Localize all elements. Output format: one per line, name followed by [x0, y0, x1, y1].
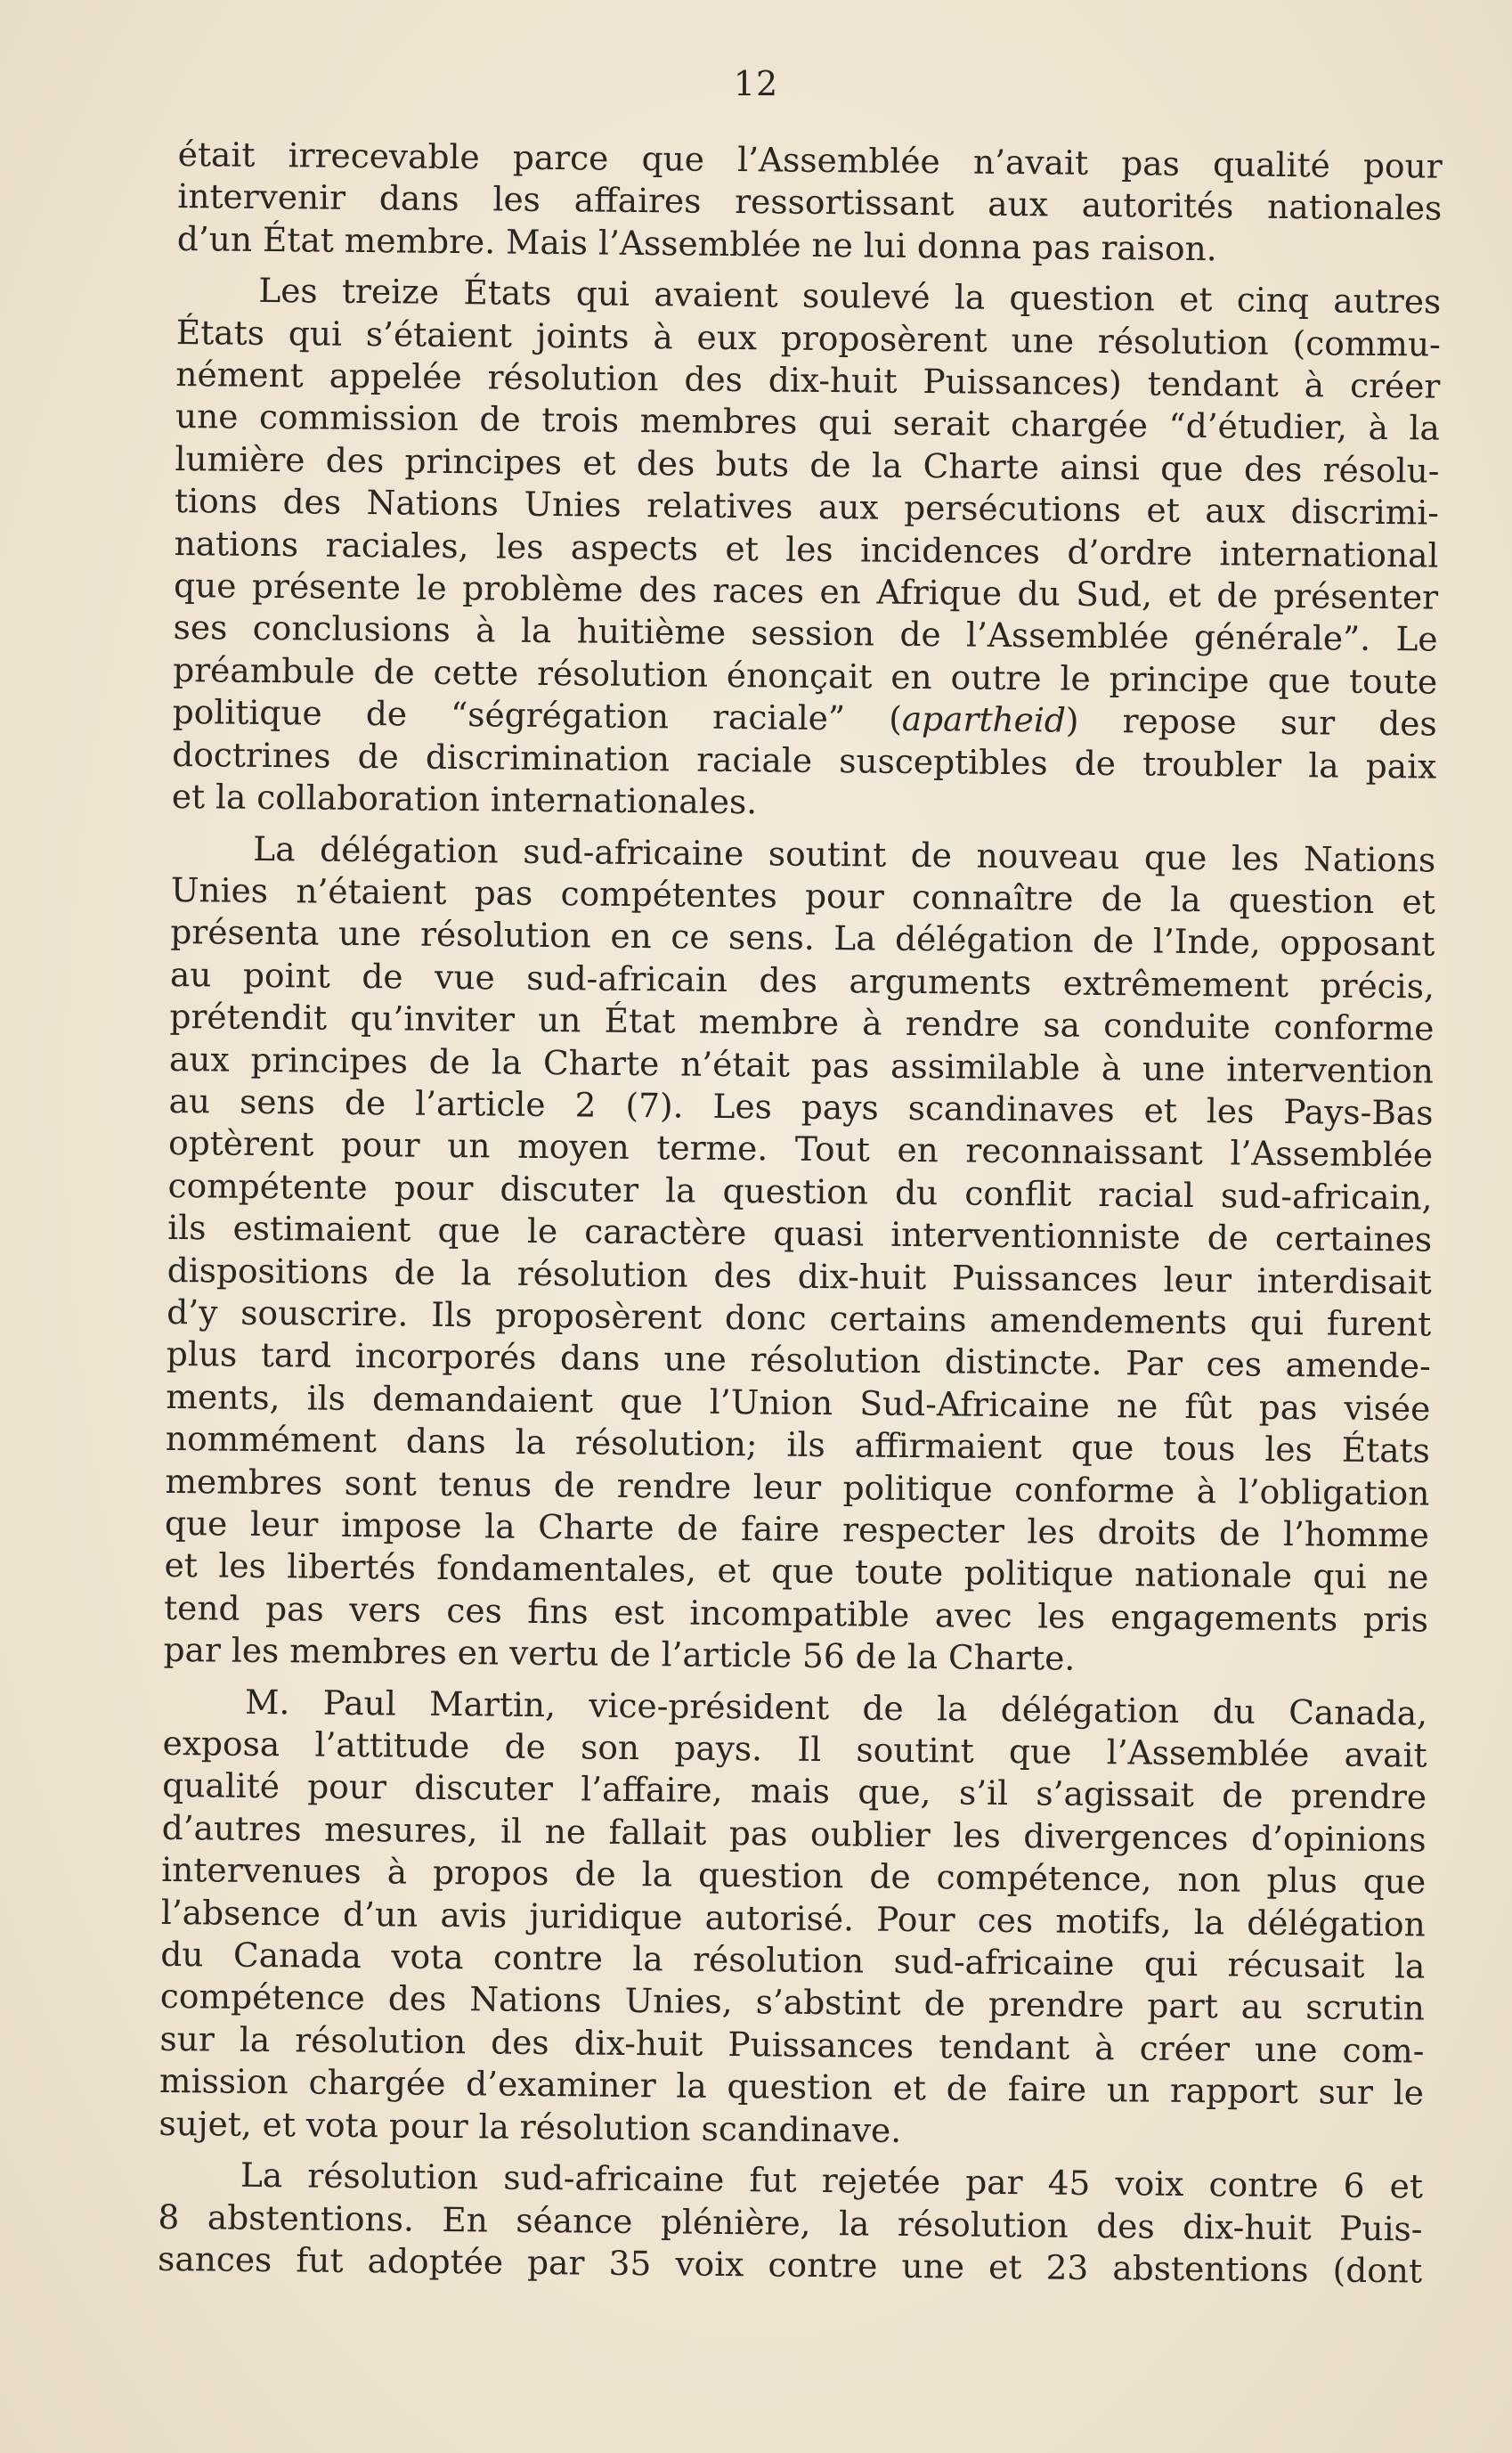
text-line: était irrecevable parce que l’Assemblée n’avait pas qualité pour — [177, 134, 1443, 186]
text-line: compétence des Nations Unies, s’abstint de prendre part au scrutin — [159, 1976, 1426, 2029]
text-line: et la collaboration internationales. — [171, 777, 758, 822]
text-line: tend pas vers ces fins est incompatible avec les engagements pris — [163, 1587, 1429, 1640]
text-line: Unies n’étaient pas compétentes pour connaître de la question et — [170, 869, 1435, 922]
text-line: intervenir dans les affaires ressortissant aux autorités nationales — [177, 176, 1443, 229]
text-line: nations raciales, les aspects et les incidences d’ordre international — [174, 523, 1439, 575]
text-line: une commission de trois membres qui serait chargée “d’étudier, à la — [175, 396, 1441, 449]
text-line: ments, ils demandaient que l’Union Sud-Africaine ne fût pas visée — [166, 1376, 1431, 1429]
text-line: sances fut adoptée par 35 voix contre une et 23 abstentions (dont — [157, 2238, 1423, 2291]
paragraph-2 — [172, 269, 1442, 830]
text-line: mission chargée d’examiner la question et de faire un rapport sur le — [159, 2061, 1425, 2113]
text-line: d’un État membre. Mais l’Assemblée ne lui donna pas raison. — [176, 218, 1217, 269]
text-line: optèrent pour un moyen terme. Tout en reconnaissant l’Assemblée — [167, 1123, 1434, 1175]
text-line: l’absence d’un avis juridique autorisé. Pour ces motifs, la délégation — [160, 1892, 1426, 1944]
italic-term: apartheid — [901, 699, 1067, 740]
text-line: que présente le problème des races en Afrique du Sud, et de présenter — [173, 566, 1439, 617]
text-line: nément appelée résolution des dix-huit Puissances) tendant à créer — [175, 355, 1441, 406]
text-line: compétente pour discuter la question du conflit racial sud-africain, — [167, 1165, 1433, 1218]
paragraph-3 — [163, 827, 1435, 1683]
text-line: lumière des principes et des buts de la Charte ainsi que des résolu- — [175, 438, 1440, 491]
text-line: du Canada vota contre la résolution sud-africaine qui récusait la — [160, 1934, 1426, 1986]
text-line: exposa l’attitude de son pays. Il soutint que l’Assemblée avait — [162, 1723, 1427, 1775]
text-line: M. Paul Martin, vice-président de la délégation du Canada, — [244, 1682, 1428, 1733]
text-line: membres sont tenus de rendre leur politique conforme à l’obligation — [165, 1461, 1430, 1513]
page-number: 12 — [733, 64, 779, 103]
text-line: intervenues à propos de la question de compétence, non plus que — [161, 1850, 1427, 1902]
text-line: d’y souscrire. Ils proposèrent donc certains amendements qui furent — [167, 1292, 1432, 1344]
text-line: États qui s’étaient joints à eux proposèrent une résolution (commu- — [175, 312, 1442, 364]
text-line-apartheid: politique de “ségrégation raciale” (apartheid) repose sur des — [172, 692, 1437, 744]
text-line: et les libertés fondamentales, et que toute politique nationale qui ne — [164, 1545, 1429, 1597]
text-line: tions des Nations Unies relatives aux persécutions et aux discrimi- — [174, 481, 1440, 533]
text-line: présenta une résolution en ce sens. La délégation de l’Inde, opposant — [170, 912, 1435, 964]
text-line: ils estimaient que le caractère quasi interventionniste de certaines — [167, 1208, 1433, 1259]
text-line: Les treize États qui avaient soulevé la question et cinq autres — [258, 271, 1442, 322]
text-line: plus tard incorporés dans une résolution distincte. Par ces amende- — [166, 1334, 1431, 1386]
paragraph-1 — [177, 134, 1443, 273]
text-line: au sens de l’article 2 (7). Les pays scandinaves et les Pays-Bas — [168, 1080, 1434, 1133]
body-text — [158, 134, 1443, 2293]
paragraph-5 — [158, 2154, 1423, 2293]
text-line: qualité pour discuter l’affaire, mais que, s’il s’agissait de prendre — [161, 1765, 1427, 1817]
text-line: 8 abstentions. En séance plénière, la résolution des dix-huit Puis- — [158, 2196, 1423, 2249]
text-line: La délégation sud-africaine soutint de nouveau que les Nations — [253, 828, 1436, 880]
text-line: sujet, et vota pour la résolution scandinave. — [159, 2103, 902, 2150]
text-line: ses conclusions à la huitième session de l’Assemblée générale”. Le — [173, 607, 1438, 660]
text-line: La résolution sud-africaine fut rejetée par 45 voix contre 6 et — [240, 2155, 1424, 2206]
text-line: doctrines de discrimination raciale susceptibles de troubler la paix — [172, 734, 1437, 786]
paragraph-4 — [159, 1681, 1427, 2157]
text-line: que leur impose la Charte de faire respecter les droits de l’homme — [164, 1503, 1430, 1555]
text-line: préambule de cette résolution énonçait en outre le principe que toute — [173, 649, 1438, 702]
text-line: prétendit qu’inviter un État membre à rendre sa conduite conforme — [169, 997, 1435, 1048]
text-line: par les membres en vertu de l’article 56 de la Charte. — [163, 1630, 1076, 1678]
text-line: sur la résolution des dix-huit Puissances tendant à créer une com- — [159, 2018, 1425, 2071]
text-line: d’autres mesures, il ne fallait pas oublier les divergences d’opinions — [161, 1807, 1427, 1860]
text-line: au point de vue sud-africain des arguments extrêmement précis, — [169, 954, 1435, 1006]
text-line: nommément dans la résolution; ils affirmaient que tous les États — [165, 1419, 1431, 1471]
text-line: aux principes de la Charte n’était pas assimilable à une intervention — [168, 1039, 1435, 1091]
text-line: dispositions de la résolution des dix-huit Puissances leur interdisait — [167, 1250, 1432, 1302]
